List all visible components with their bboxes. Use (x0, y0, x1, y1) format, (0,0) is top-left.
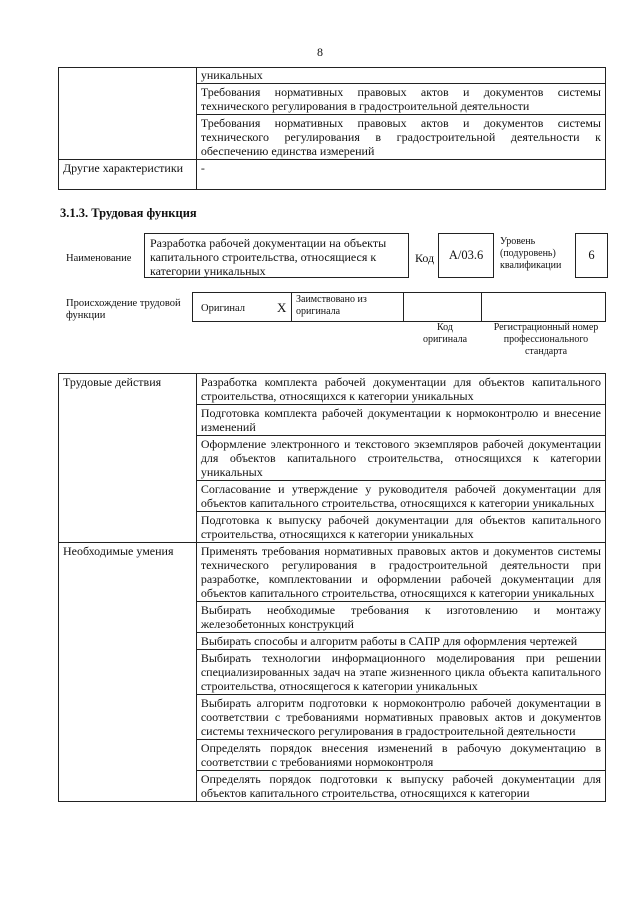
table-cell: уникальных (196, 68, 605, 84)
original-mark: X (277, 300, 287, 315)
table-cell: Оформление электронного и текстового экземпляров рабочей документации для объектов капитального строительства, относящихся к категории уникальных (196, 436, 605, 481)
table-cell: Применять требования нормативных правовых актов и документов системы технического регулирования в градостроительной деятельности при разработке, комплектовании и оформлении рабочей документации для объектов капитального строительства, относящихся к категории уникальных (196, 543, 605, 602)
original-label: Оригинал (201, 303, 245, 314)
origin-label: Происхождение трудовой функции (66, 298, 181, 321)
table-cell: - (196, 160, 605, 190)
section-label: Необходимые умения (59, 543, 197, 802)
level-value-box (575, 233, 608, 278)
section-label: Трудовые действия (59, 374, 197, 543)
table-row (59, 160, 606, 190)
divider (403, 293, 404, 321)
table-cell: Разработка комплекта рабочей документации для объектов капитального строительства, относящихся к категории уникальных (196, 374, 605, 405)
row-label: Другие характеристики (59, 160, 197, 190)
top-table (58, 67, 606, 190)
code-value-box (438, 233, 494, 278)
main-table (58, 373, 606, 802)
table-cell: Определять порядок подготовки к выпуску рабочей документации для объектов капитального строительства, относящихся к категории (196, 771, 605, 802)
reg-caption: Регистрационный номер профессионального стандарта (493, 322, 599, 357)
table-cell: Согласование и утверждение у руководителя рабочей документации для объектов капитального строительства, относящихся к категории уникальных (196, 481, 605, 512)
row-label (59, 68, 197, 160)
borrowed-label: Заимствовано из оригинала (296, 294, 367, 317)
table-cell: Выбирать необходимые требования к изготовлению и монтажу железобетонных конструкций (196, 602, 605, 633)
divider (481, 293, 482, 321)
code-caption: Код оригинала (422, 322, 468, 345)
name-value: Разработка рабочей документации на объекты капитального строительства, относящиеся к категории уникальных (150, 236, 387, 278)
divider (291, 293, 292, 321)
table-cell: Подготовка к выпуску рабочей документации для объектов капитального строительства, относящихся к категории уникальных (196, 512, 605, 543)
page-number: 8 (317, 45, 323, 59)
table-row (59, 543, 606, 602)
table-cell: Определять порядок внесения изменений в рабочую документацию в соответствии с требованиями нормоконтроля (196, 740, 605, 771)
table-cell: Выбирать алгоритм подготовки к нормоконтролю рабочей документации в соответствии с требованиями нормативных правовых актов и документов системы технического регулирования в градостроительной деятельности (196, 695, 605, 740)
code-value: А/03.6 (448, 248, 484, 262)
table-cell: Требования нормативных правовых актов и документов системы технического регулирования в градостроительной деятельности (196, 84, 605, 115)
level-label: Уровень (подуровень) квалификации (500, 236, 562, 271)
table-cell: Выбирать способы и алгоритм работы в САПР для оформления чертежей (196, 633, 605, 650)
level-value: 6 (588, 248, 595, 262)
origin-table (192, 292, 606, 322)
code-label: Код (415, 251, 435, 265)
table-row (59, 374, 606, 405)
table-cell: Подготовка комплекта рабочей документации к нормоконтролю и внесение изменений (196, 405, 605, 436)
table-cell: Выбирать технологии информационного моделирования при решении специализированных задач на этапе жизненного цикла объекта капитального строительства, относящегося к категории уникальных (196, 650, 605, 695)
table-cell: Требования нормативных правовых актов и документов системы технического регулирования в градостроительной деятельности к обеспечению единства измерений (196, 115, 605, 160)
name-label: Наименование (66, 253, 132, 264)
table-row (59, 68, 606, 84)
name-value-box (144, 233, 409, 278)
section-title: 3.1.3. Трудовая функция (60, 206, 197, 220)
